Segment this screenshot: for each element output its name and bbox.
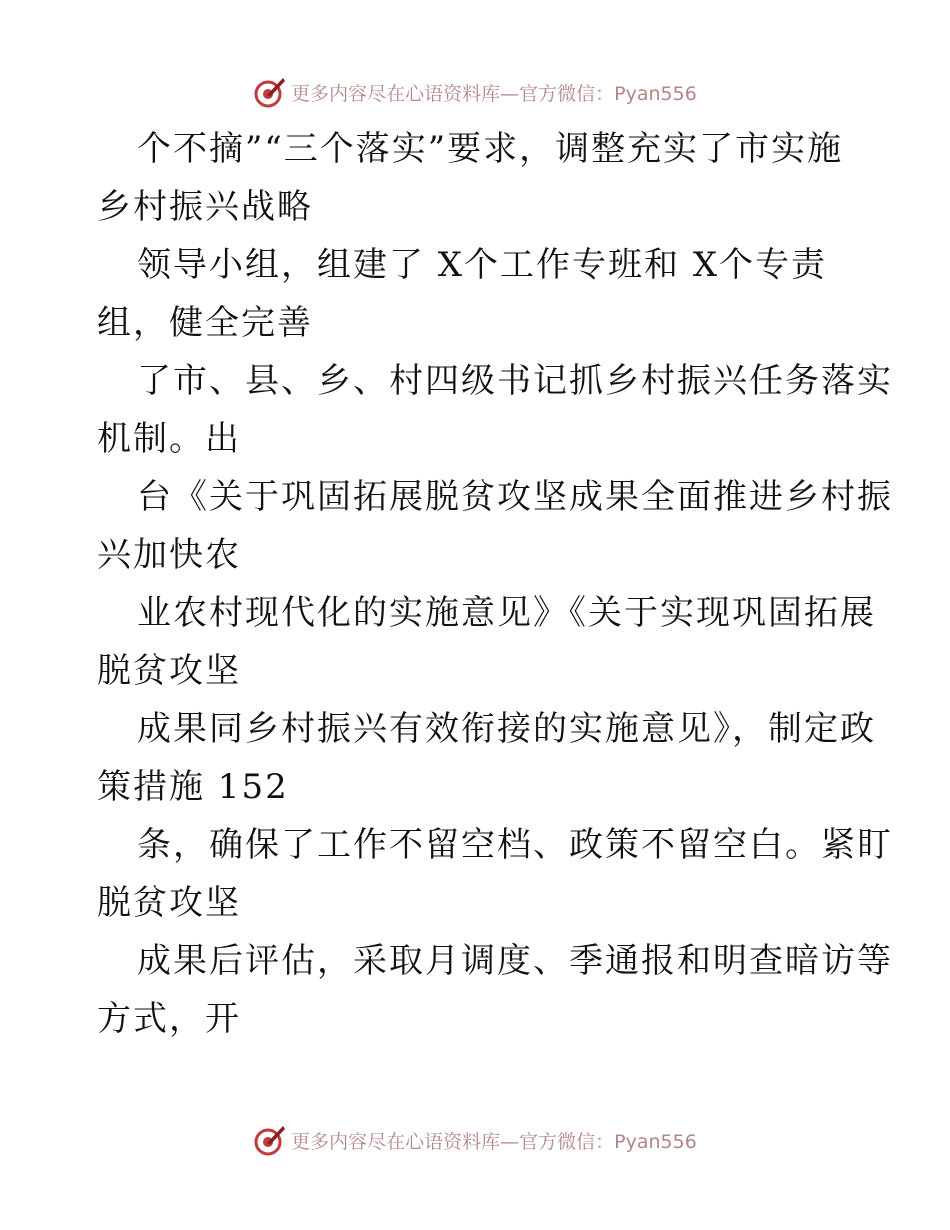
text-line: 机制。出 [97, 419, 241, 459]
text-line: 方式，开 [97, 999, 241, 1039]
text-line: 乡村振兴战略 [97, 187, 313, 227]
text-line: 组，健全完善 [97, 303, 313, 343]
text-line: 脱贫攻坚 [97, 651, 241, 691]
text-line: 策措施 152 [97, 767, 289, 807]
text-line: 成果后评估，采取月调度、季通报和明查暗访等 [137, 941, 893, 981]
text-line: 个不摘”“三个落实”要求，调整充实了市实施 [137, 129, 844, 169]
quill-pen-logo-icon [253, 1123, 287, 1157]
text-line: 条，确保了工作不留空档、政策不留空白。紧盯 [137, 825, 893, 865]
banner-title: 更多内容尽在心语资料库— [291, 1130, 520, 1153]
footer-banner [0, 1120, 950, 1160]
document-body [97, 120, 893, 1048]
banner-wechat: 官方微信：Pyan556 [519, 82, 697, 105]
banner-wechat: 官方微信：Pyan556 [519, 1130, 697, 1153]
text-line: 成果同乡村振兴有效衔接的实施意见》，制定政 [137, 709, 876, 749]
text-line: 脱贫攻坚 [97, 883, 241, 923]
text-line: 兴加快农 [97, 535, 241, 575]
header-banner [0, 72, 950, 112]
text-line: 台《关于巩固拓展脱贫攻坚成果全面推进乡村振 [137, 477, 893, 517]
text-line: 业农村现代化的实施意见》《关于实现巩固拓展 [137, 593, 876, 633]
text-line: 了市、县、乡、村四级书记抓乡村振兴任务落实 [137, 361, 893, 401]
banner-title: 更多内容尽在心语资料库— [291, 82, 520, 105]
text-line: 领导小组，组建了 X个工作专班和 X个专责 [137, 245, 828, 285]
quill-pen-logo-icon [253, 75, 287, 109]
